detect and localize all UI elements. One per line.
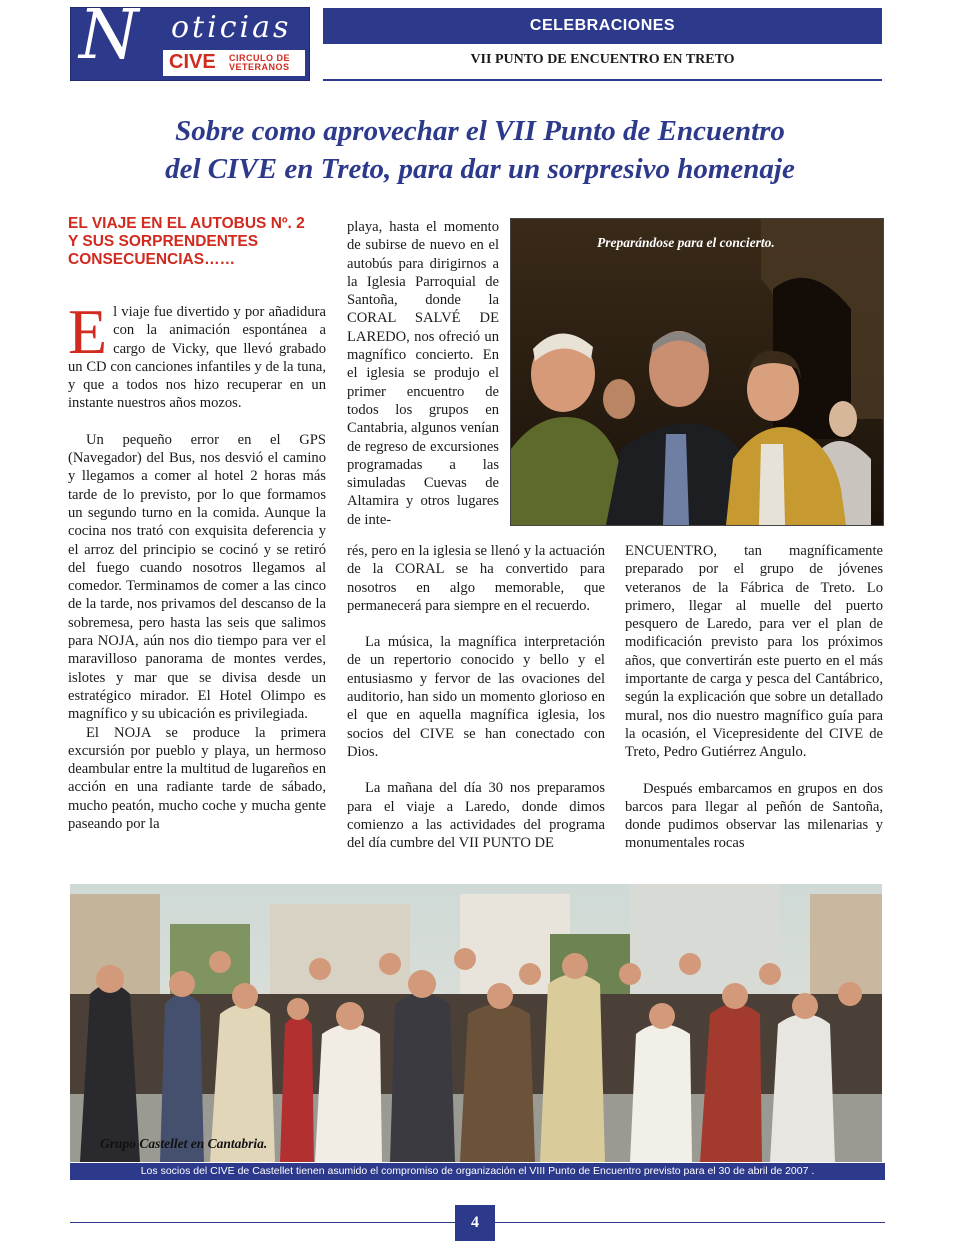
kicker-line-2: Y SUS SORPRENDENTES (68, 233, 259, 250)
paragraph-6: La mañana del día 30 nos preparamos para el viaje a Laredo, donde dimos comienzo a las actividades del programa del día cumbre del VII PUNTO DE (347, 780, 605, 852)
paragraph-3: El NOJA se produce la primera excursión por pueblo y playa, un hermoso deambular entre la multitud de lugareños en acción en una radiante tarde de sábado, mucho peatón, mucho coche y mucha gente paseando por la (68, 724, 326, 833)
paragraph-1 (68, 296, 326, 413)
photo-group-caption: Grupo Castellet en Cantabria. (100, 1136, 268, 1151)
paragraph-1-text: l viaje fue divertido y por añadidura con la animación espontánea a cargo de Vicky, que llevó grabado un CD con canciones infantiles y de la tuna, y que a todos nos hizo recuperar en un instante nuestros años mozos. (68, 304, 326, 412)
page-number: 4 (455, 1205, 495, 1241)
masthead-logo (70, 0, 310, 81)
column-2-top (347, 218, 499, 529)
headline-line-2: del CIVE en Treto, para dar un sorpresivo homenaje (165, 153, 795, 185)
photo-concert-caption: Preparándose para el concierto. (597, 235, 775, 250)
logo-subtitle-line1: CIRCULO DE (229, 53, 290, 63)
paragraph-2: Un pequeño error en el GPS (Navegador) del Bus, nos desvió el camino y llegamos a comer al hotel 2 horas más tarde de lo previsto, por lo que formamos un segundo turno en la comida. Aunque la cocina nos trató con exquisita deferencia y el arroz del principio se cocinó y se retiró del fuego cuando nosotros llegamos al comedor. Terminamos de comer a las cinco de la tarde, nos privamos del descanso de la sobremesa, pero hasta las seis que salimos para NOJA, aún nos dio tiempo para ver el maravilloso panorama de montes verdes, islotes y mar que se divisa desde un estratégico mirador. El Hotel Olimpo es magnífico y su ubicación es privilegiada. (68, 431, 326, 723)
paragraph-5: La música, la magnífica interpretación de un repertorio conocido y bello y el entusiasmo y fervor de las ovaciones del auditorio, han sido un momento glorioso en el que en aquella magnífica iglesia, los socios del CIVE se han conectado con Dios. (347, 634, 605, 760)
column-2-bottom (347, 542, 605, 852)
column-1 (68, 296, 326, 833)
photo-group (70, 884, 882, 1162)
logo-cive: CIVE (169, 51, 216, 73)
logo-cive-box (163, 50, 305, 76)
logo-subtitle (229, 54, 290, 72)
logo-subtitle-line2: VETERANOS (229, 62, 290, 72)
photo-concert-image (511, 219, 883, 525)
paragraph-7: ENCUENTRO, tan magníficamente preparado por el grupo de jóvenes veteranos de la Fábrica de Treto. Lo primero, llegar al muelle del puerto pesquero de Laredo, para ver el plan de modificación previsto para los próximos años, que convertirán este puerto en el más importante de carga y pesca del Cantábrico, según la explicación que sobre un detallado mural, nos dio nuestro magnífico guía para la ocasión, el Vicepresidente del CIVE de Treto, Pedro Gutiérrez Angulo. (625, 543, 883, 761)
paragraph-8: Después embarcamos en grupos en dos barcos para llegar al peñón de Santoña, donde pudimos observar las milenarias y monumentales rocas (625, 780, 883, 852)
kicker-line-3: CONSECUENCIAS…… (68, 251, 236, 268)
kicker-line-1: EL VIAJE EN EL AUTOBUS Nº. 2 (68, 215, 305, 232)
photo-group-image (70, 884, 882, 1162)
article-headline (80, 112, 880, 188)
logo-word: oticias (171, 10, 292, 45)
drop-cap: E (68, 296, 108, 367)
article-kicker (68, 215, 330, 269)
section-title: CELEBRACIONES (323, 8, 882, 44)
paragraph-4-end: rés, pero en la iglesia se llenó y la actuación de la CORAL se ha convertido para nosotros en algo memorable, que permanecerá para siempre en el recuerdo. (347, 543, 605, 614)
column-3 (625, 542, 883, 853)
footer-note: Los socios del CIVE de Castellet tienen asumido el compromiso de organización el VIII Punto de Encuentro previsto para el 30 de abril de 2007 . (70, 1163, 885, 1180)
photo-concert (510, 218, 884, 526)
paragraph-4-start: playa, hasta el momento de subirse de nuevo en el autobús para dirigirnos a la Iglesia Parroquial de Santoña, donde la CORAL SALVÉ DE LAREDO, nos ofreció un magnífico concierto. En el iglesia se produjo el primer encuentro de todos los grupos en Cantabria, algunos venían de regreso de excursiones programadas a las simuladas Cuevas de Altamira y otros lugares de inte- (347, 219, 499, 528)
header-rule (323, 79, 882, 81)
headline-line-1: Sobre como aprovechar el VII Punto de Encuentro (175, 115, 785, 147)
logo-initial: N (79, 0, 139, 75)
section-subtitle: VII PUNTO DE ENCUENTRO EN TRETO (470, 52, 735, 67)
